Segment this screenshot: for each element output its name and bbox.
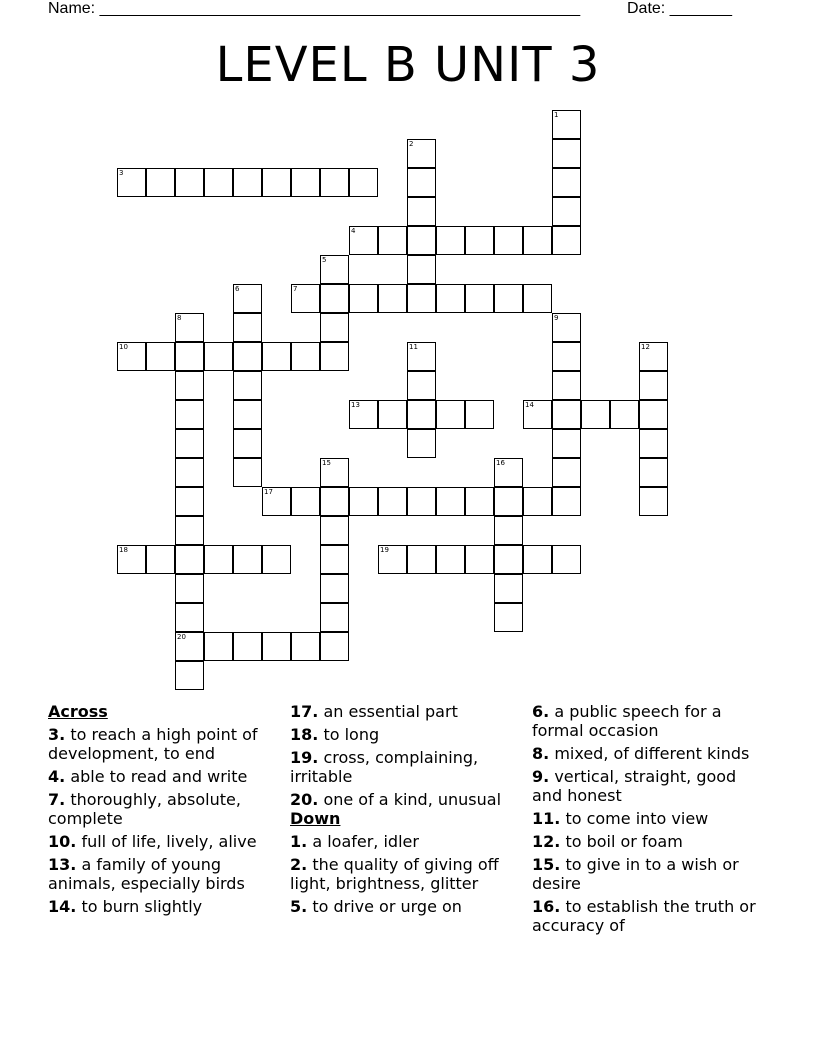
across-clue: 17. an essential part (290, 702, 458, 721)
crossword-cell[interactable] (262, 545, 291, 574)
crossword-cell[interactable] (610, 400, 639, 429)
down-clue: 6. a public speech for a formal occasion (532, 702, 722, 740)
crossword-cell[interactable] (175, 632, 204, 661)
crossword-cell[interactable] (175, 342, 204, 371)
clue-number: 3 (119, 169, 124, 177)
crossword-cell[interactable] (291, 632, 320, 661)
crossword-cell[interactable] (262, 632, 291, 661)
crossword-cell[interactable] (320, 632, 349, 661)
crossword-cell[interactable] (407, 342, 436, 371)
crossword-cell[interactable] (349, 168, 378, 197)
crossword-cell[interactable] (407, 400, 436, 429)
crossword-cell[interactable] (320, 603, 349, 632)
across-clue: 13. a family of young animals, especially birds (48, 855, 245, 893)
crossword-cell[interactable] (291, 487, 320, 516)
crossword-cell[interactable] (175, 516, 204, 545)
clue-number: 16 (496, 459, 505, 467)
clue-column-3 (532, 702, 764, 939)
clue-number: 12 (641, 343, 650, 351)
crossword-cell[interactable] (552, 139, 581, 168)
crossword-cell[interactable] (320, 168, 349, 197)
across-clue: 7. thoroughly, absolute, complete (48, 790, 241, 828)
clue-number: 8 (177, 314, 182, 322)
crossword-cell[interactable] (523, 284, 552, 313)
crossword-cell[interactable] (378, 284, 407, 313)
crossword-cell[interactable] (117, 342, 146, 371)
across-clue: 10. full of life, lively, alive (48, 832, 257, 851)
across-clue: 14. to burn slightly (48, 897, 203, 916)
clue-number: 7 (293, 285, 298, 293)
down-clue: 9. vertical, straight, good and honest (532, 767, 737, 805)
crossword-cell[interactable] (407, 545, 436, 574)
across-heading: Across (48, 702, 108, 721)
crossword-cell[interactable] (204, 632, 233, 661)
crossword-cell[interactable] (639, 400, 668, 429)
crossword-cell[interactable] (436, 400, 465, 429)
crossword-cell[interactable] (465, 400, 494, 429)
clue-number: 15 (322, 459, 331, 467)
crossword-cell[interactable] (407, 168, 436, 197)
crossword-cell[interactable] (291, 284, 320, 313)
down-clue: 2. the quality of giving off light, brightness, glitter (290, 855, 499, 893)
crossword-cell[interactable] (378, 226, 407, 255)
clue-column-2 (290, 702, 522, 920)
crossword-cell[interactable] (349, 284, 378, 313)
crossword-cell[interactable] (465, 226, 494, 255)
down-clue: 8. mixed, of different kinds (532, 744, 750, 763)
crossword-cell[interactable] (175, 429, 204, 458)
down-clue: 12. to boil or foam (532, 832, 683, 851)
crossword-cell[interactable] (146, 545, 175, 574)
clue-number: 13 (351, 401, 360, 409)
crossword-cell[interactable] (523, 487, 552, 516)
crossword-cell[interactable] (175, 661, 204, 690)
crossword-cell[interactable] (378, 487, 407, 516)
crossword-cell[interactable] (233, 168, 262, 197)
down-clue: 5. to drive or urge on (290, 897, 462, 916)
crossword-cell[interactable] (233, 371, 262, 400)
crossword-cell[interactable] (291, 168, 320, 197)
crossword-cell[interactable] (204, 168, 233, 197)
crossword-cell[interactable] (349, 226, 378, 255)
crossword-cell[interactable] (233, 342, 262, 371)
crossword-cell[interactable] (523, 400, 552, 429)
crossword-cell[interactable] (552, 458, 581, 487)
clue-number: 2 (409, 140, 414, 148)
across-clue: 4. able to read and write (48, 767, 248, 786)
crossword-cell[interactable] (175, 313, 204, 342)
crossword-cell[interactable] (552, 168, 581, 197)
date-field: Date: _______ (627, 0, 732, 17)
crossword-cell[interactable] (233, 313, 262, 342)
crossword-cell[interactable] (175, 371, 204, 400)
clue-number: 14 (525, 401, 534, 409)
clue-number: 18 (119, 546, 128, 554)
crossword-cell[interactable] (581, 400, 610, 429)
crossword-cell[interactable] (320, 545, 349, 574)
crossword-cell[interactable] (639, 487, 668, 516)
crossword-cell[interactable] (494, 545, 523, 574)
crossword-cell[interactable] (436, 487, 465, 516)
crossword-cell[interactable] (552, 400, 581, 429)
crossword-cell[interactable] (465, 284, 494, 313)
clue-number: 9 (554, 314, 559, 322)
crossword-cell[interactable] (349, 487, 378, 516)
across-clue: 3. to reach a high point of development, to end (48, 725, 258, 763)
crossword-cell[interactable] (494, 487, 523, 516)
crossword-cell[interactable] (320, 516, 349, 545)
crossword-cell[interactable] (117, 168, 146, 197)
crossword-cell[interactable] (523, 545, 552, 574)
crossword-cell[interactable] (204, 342, 233, 371)
crossword-cell[interactable] (494, 284, 523, 313)
crossword-cell[interactable] (552, 371, 581, 400)
crossword-cell[interactable] (552, 342, 581, 371)
crossword-cell[interactable] (262, 342, 291, 371)
crossword-cell[interactable] (407, 487, 436, 516)
clue-number: 19 (380, 546, 389, 554)
crossword-cell[interactable] (320, 458, 349, 487)
crossword-cell[interactable] (175, 574, 204, 603)
crossword-cell[interactable] (175, 603, 204, 632)
crossword-cell[interactable] (146, 342, 175, 371)
crossword-cell[interactable] (262, 487, 291, 516)
crossword-cell[interactable] (552, 110, 581, 139)
down-clue: 1. a loafer, idler (290, 832, 419, 851)
crossword-cell[interactable] (639, 342, 668, 371)
crossword-cell[interactable] (465, 545, 494, 574)
crossword-cell[interactable] (320, 313, 349, 342)
crossword-cell[interactable] (407, 226, 436, 255)
crossword-cell[interactable] (552, 487, 581, 516)
crossword-cell[interactable] (320, 255, 349, 284)
crossword-cell[interactable] (378, 400, 407, 429)
down-clue: 11. to come into view (532, 809, 709, 828)
page-title: LEVEL B UNIT 3 (215, 37, 601, 93)
clue-number: 6 (235, 285, 240, 293)
clue-number: 10 (119, 343, 128, 351)
crossword-cell[interactable] (320, 342, 349, 371)
crossword-cell[interactable] (494, 516, 523, 545)
crossword-cell[interactable] (117, 545, 146, 574)
across-clue: 19. cross, complaining, irritable (290, 748, 479, 786)
crossword-cell[interactable] (233, 545, 262, 574)
crossword-cell[interactable] (407, 139, 436, 168)
crossword-cell[interactable] (175, 458, 204, 487)
crossword-cell[interactable] (175, 487, 204, 516)
clue-number: 17 (264, 488, 273, 496)
crossword-cell[interactable] (494, 574, 523, 603)
clue-number: 11 (409, 343, 418, 351)
clue-number: 5 (322, 256, 327, 264)
clue-number: 20 (177, 633, 186, 641)
crossword-cell[interactable] (204, 545, 233, 574)
crossword-cell[interactable] (494, 603, 523, 632)
crossword-cell[interactable] (407, 197, 436, 226)
crossword-cell[interactable] (552, 226, 581, 255)
crossword-cell[interactable] (233, 400, 262, 429)
crossword-cell[interactable] (320, 487, 349, 516)
crossword-cell[interactable] (262, 168, 291, 197)
crossword-cell[interactable] (233, 284, 262, 313)
crossword-cell[interactable] (233, 632, 262, 661)
crossword-cell[interactable] (146, 168, 175, 197)
down-heading: Down (290, 809, 341, 828)
crossword-cell[interactable] (407, 429, 436, 458)
crossword-cell[interactable] (233, 429, 262, 458)
crossword-cell[interactable] (552, 197, 581, 226)
clue-number: 4 (351, 227, 356, 235)
crossword-cell[interactable] (639, 371, 668, 400)
crossword-cell[interactable] (436, 545, 465, 574)
crossword-cell[interactable] (639, 429, 668, 458)
clue-column-1 (48, 702, 280, 920)
crossword-cell[interactable] (523, 226, 552, 255)
crossword-cell[interactable] (552, 313, 581, 342)
down-clue: 15. to give in to a wish or desire (532, 855, 739, 893)
crossword-cell[interactable] (639, 458, 668, 487)
crossword-cell[interactable] (494, 458, 523, 487)
crossword-cell[interactable] (175, 400, 204, 429)
crossword-cell[interactable] (436, 284, 465, 313)
crossword-cell[interactable] (233, 458, 262, 487)
crossword-cell[interactable] (436, 226, 465, 255)
crossword-cell[interactable] (465, 487, 494, 516)
down-clue: 16. to establish the truth or accuracy of (532, 897, 756, 935)
crossword-cell[interactable] (552, 545, 581, 574)
crossword-cell[interactable] (407, 371, 436, 400)
clue-number: 1 (554, 111, 559, 119)
crossword-cell[interactable] (291, 342, 320, 371)
crossword-cell[interactable] (552, 429, 581, 458)
crossword-cell[interactable] (320, 574, 349, 603)
crossword-cell[interactable] (378, 545, 407, 574)
across-clue: 20. one of a kind, unusual (290, 790, 502, 809)
crossword-cell[interactable] (349, 400, 378, 429)
crossword-cell[interactable] (175, 168, 204, 197)
crossword-cell[interactable] (494, 226, 523, 255)
crossword-cell[interactable] (175, 545, 204, 574)
across-clue: 18. to long (290, 725, 380, 744)
crossword-cell[interactable] (407, 284, 436, 313)
crossword-cell[interactable] (320, 284, 349, 313)
crossword-cell[interactable] (407, 255, 436, 284)
name-field: Name: ______________________________________________________ (48, 0, 581, 17)
